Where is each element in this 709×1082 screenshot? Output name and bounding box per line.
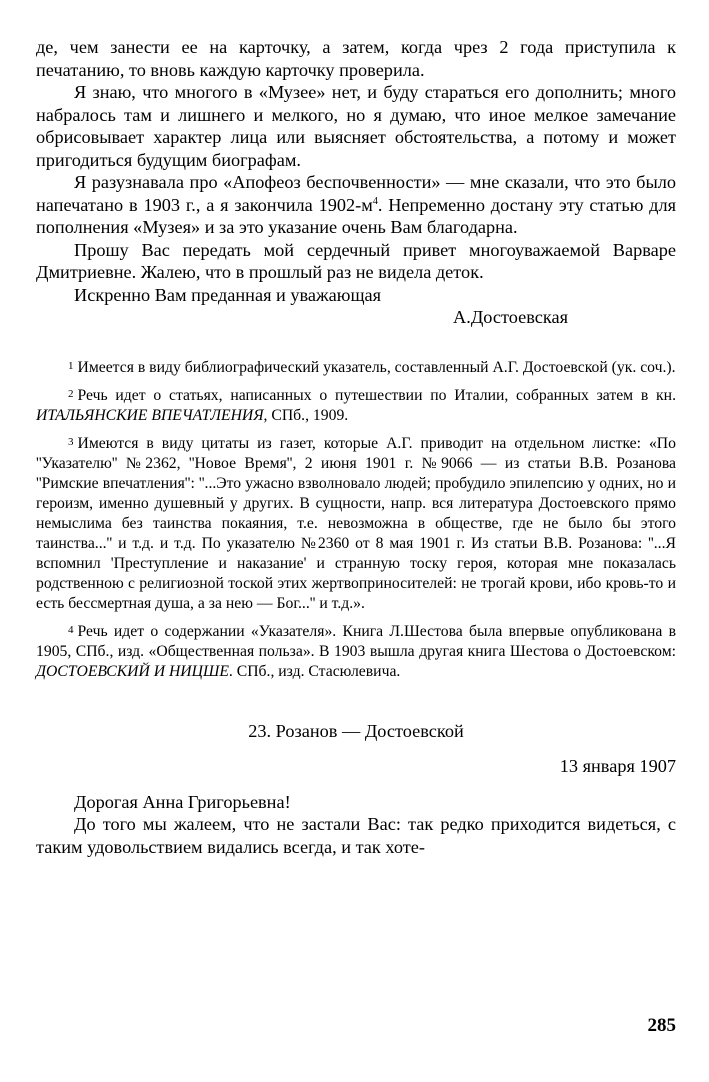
page-body [36, 36, 676, 858]
letter-text [36, 36, 676, 329]
book-title: ДОСТОЕВСКИЙ И НИЦШЕ [36, 662, 229, 680]
footnote-number: 1 [68, 359, 74, 372]
paragraph: де, чем занести ее на карточку, а затем, когда чрез 2 года приступила к печатанию, то вновь каждую карточку проверила. [36, 37, 676, 80]
footnote-text: . СПб., изд. Стасюлевича. [228, 662, 401, 680]
book-title: ИТАЛЬЯНСКИЕ ВПЕЧАТЛЕНИЯ [36, 406, 264, 424]
footnote-text: Имеются в виду цитаты из газет, которые А.Г. приводит на отдельном листке: «По ''Указателю'' №2362, ''Новое Время'', 2 июня 1901 г. №9066 — из статьи В.В. Розанова ''Римские впечатления'': ''...Это ужасно взволновало людей; пробудило эпилепсию у одних, но и героизм, именно душевный у других. В сущности, напр. вся литература Достоевского прямо немыслима без таинства покаяния, т.е. невозможна в обществе, где не было бы этого таинства...'' и т.д. и т.д. По указателю №2360 от 8 мая 1901 г. Из статьи В.В. Розанова: ''...Я вспомнил 'Преступление и наказание' и странную тоску героя, которая мне показалась родственною с религиозной тоской этих жертвоприносителей: не трогай крови, ибо кровь-то и есть бессмертная душа, а за нею — Бог...'' и т.д.». [36, 434, 676, 612]
footnote [36, 356, 676, 378]
greeting: Дорогая Анна Григорьевна! [74, 791, 291, 812]
closing-line: Искренно Вам преданная и уважающая [74, 284, 382, 305]
page-number: 285 [647, 1015, 676, 1036]
footnote-text: Речь идет о содержании «Указателя». Книга Л.Шестова была впервые опубликована в 1905, СПб., изд. «Общественная польза». В 1903 вышла другая книга Шестова о Достоевском: [36, 622, 676, 660]
paragraph-text: Я разузнавала про «Апофеоз беспочвенности» — мне сказали, что это было напечатано в 1903 г., а я закончила 1902-м [36, 172, 676, 215]
paragraph-text: . Непременно достану эту статью для пополнения «Музея» и за это указание очень Вам благодарна. [36, 194, 676, 237]
letter-text [36, 791, 676, 859]
section-title: 23. Розанов — Достоевской [248, 720, 464, 741]
paragraph [36, 171, 676, 239]
paragraph: Прошу Вас передать мой сердечный привет многоуважаемой Варваре Дмитриевне. Жалею, что в прошлый раз не видела деток. [36, 239, 676, 282]
footnote-number: 2 [68, 387, 74, 400]
paragraph: До того мы жалеем, что не застали Вас: так редко приходится видеться, с таким удовольствием видались всегда, и так хоте- [36, 814, 676, 857]
footnote-marker: 4 [372, 195, 378, 207]
footnote-text: Имеется в виду библиографический указатель, составленный А.Г. Достоевской (ук. соч.). [77, 358, 676, 376]
paragraph: Я знаю, что многого в «Музее» нет, и буду стараться его дополнить; много набралось там и лишнего и мелкого, но я думаю, что иное мелкое замечание обрисовывает характер лица или выясняет обстоятельства, а потому и может пригодиться будущим биографам. [36, 82, 676, 170]
letter-date: 13 января 1907 [559, 755, 676, 776]
footnote-text: , СПб., 1909. [263, 406, 349, 424]
footnote-number: 4 [68, 623, 74, 636]
footnote-number: 3 [68, 435, 74, 448]
footnote-text: Речь идет о статьях, написанных о путешествии по Италии, собранных затем в кн. [77, 386, 676, 404]
footnote [36, 620, 676, 682]
footnote [36, 384, 676, 426]
footnote [36, 432, 676, 614]
footnotes [36, 356, 676, 682]
signature: А.Достоевская [453, 307, 568, 327]
